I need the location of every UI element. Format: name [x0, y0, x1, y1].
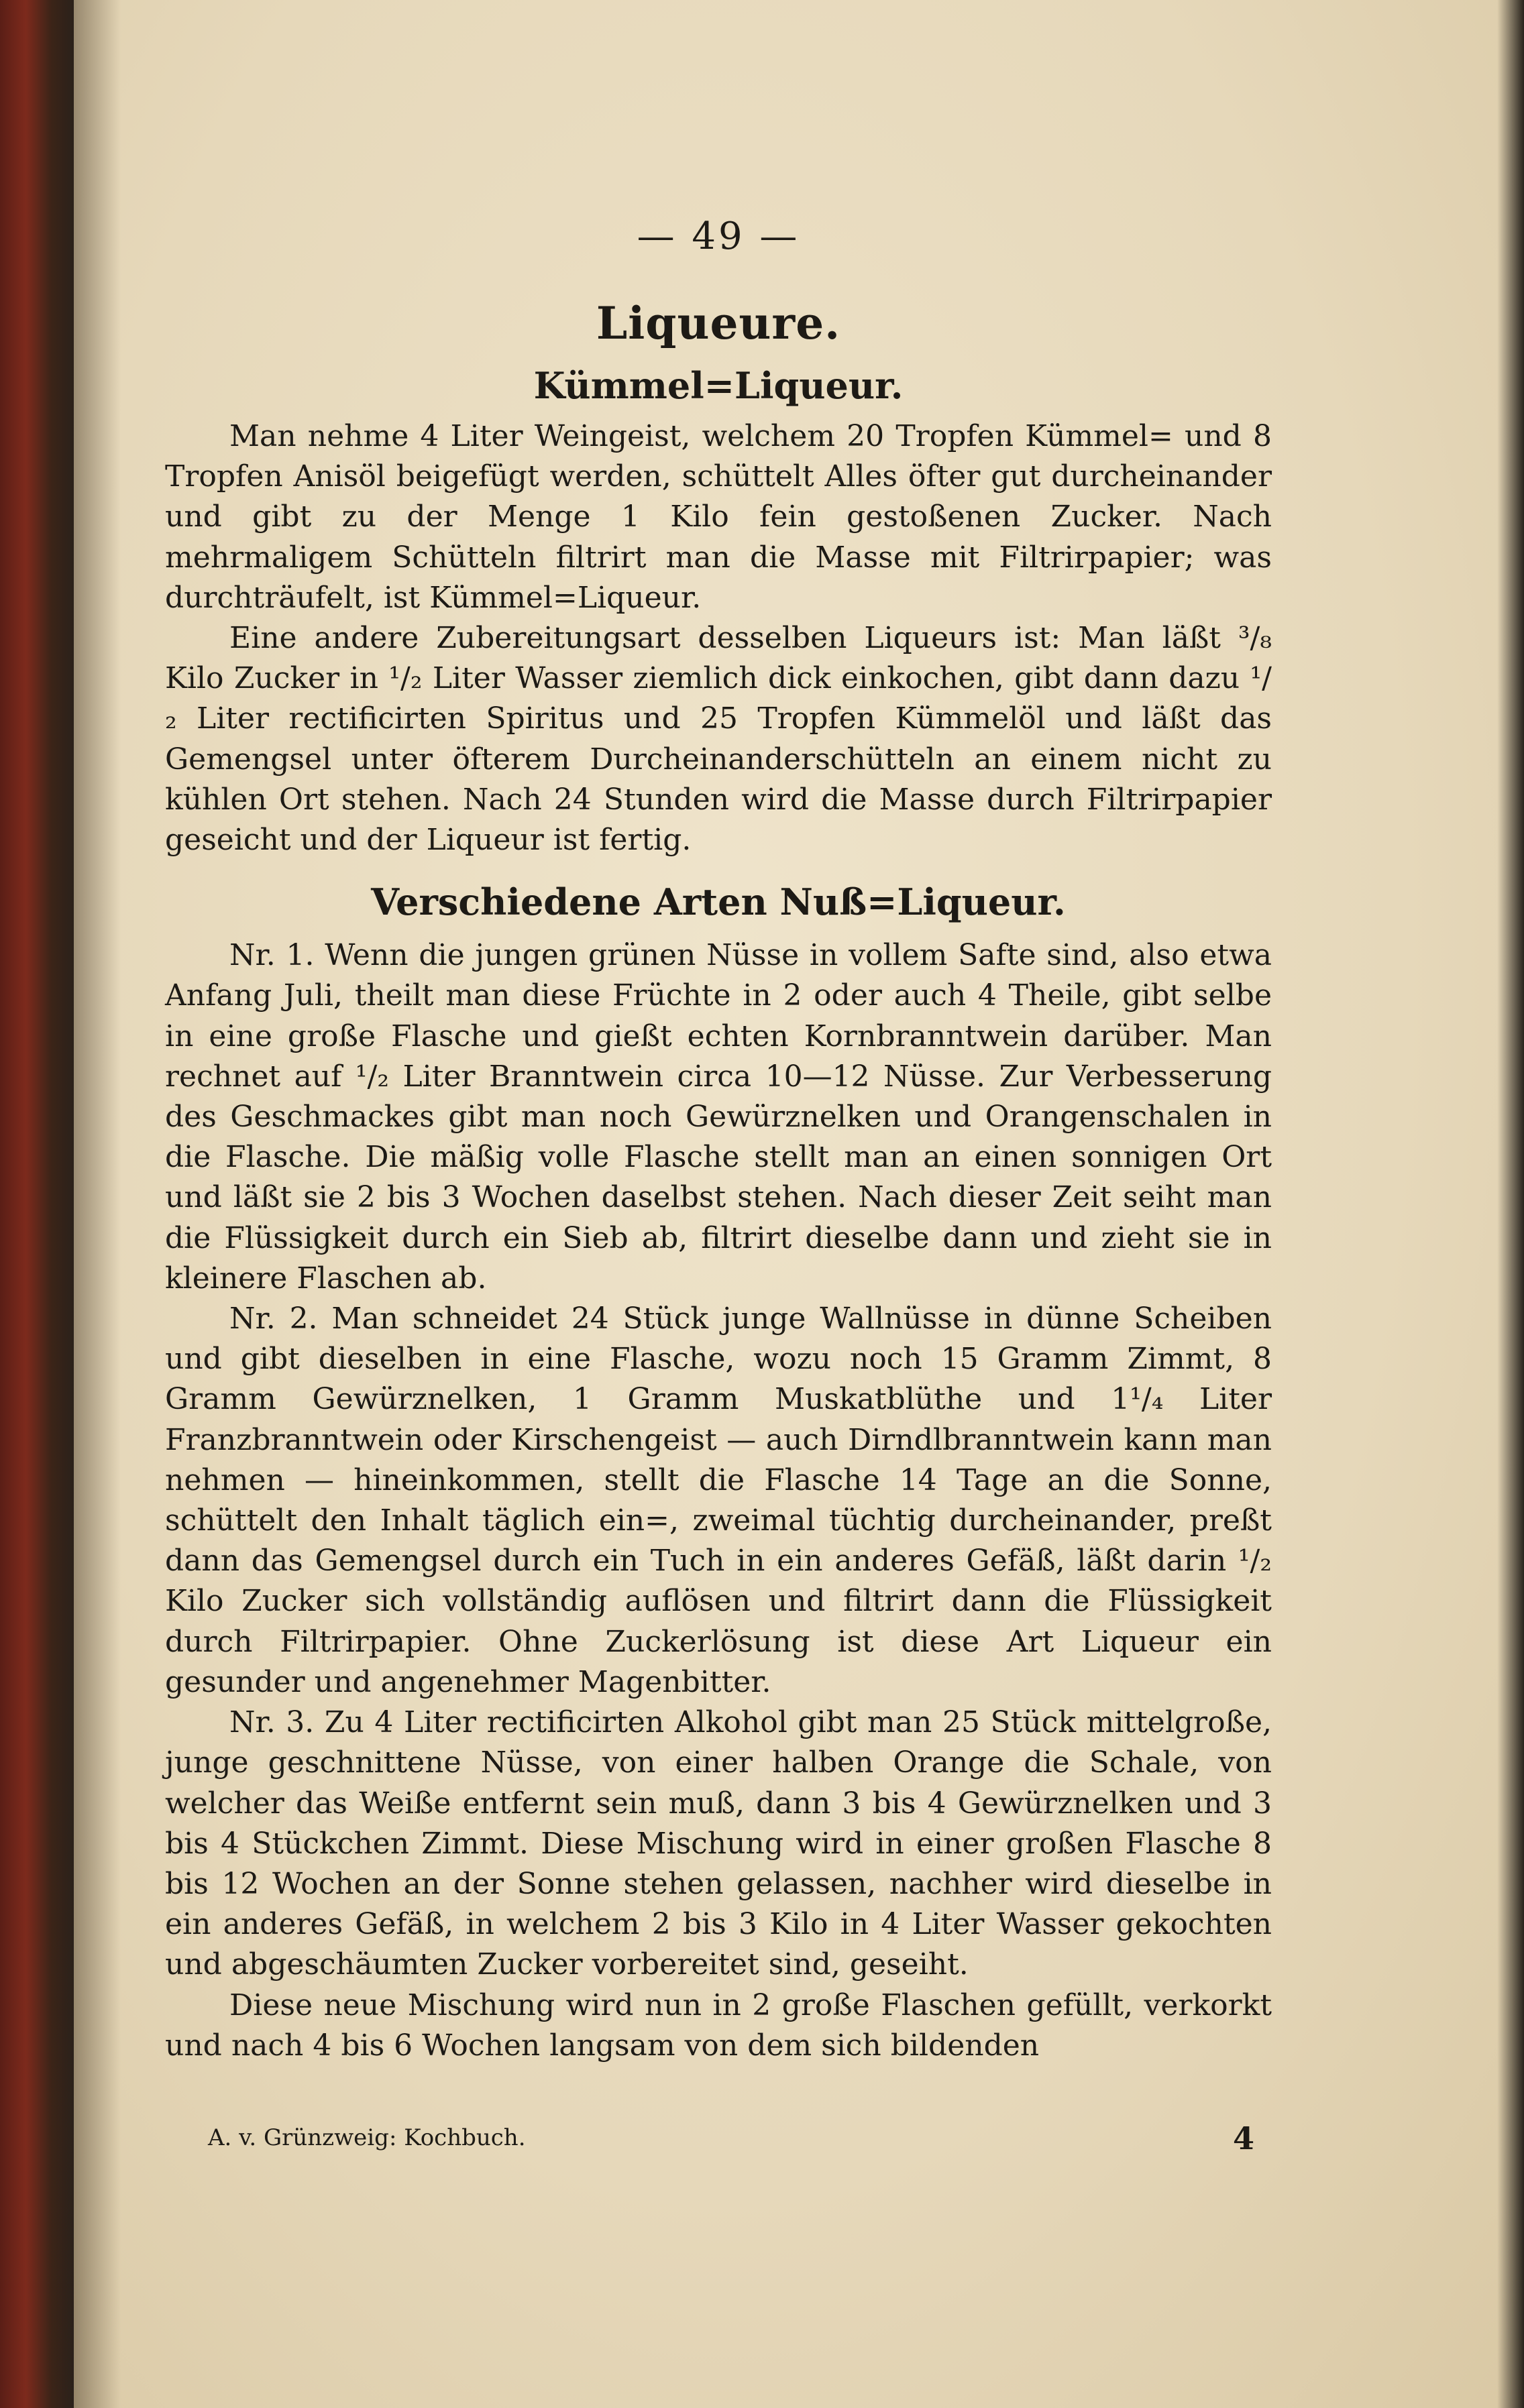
- recipe-paragraph-4: Diese neue Mischung wird nun in 2 große Flaschen gefüllt, verkorkt und nach 4 bis 6 Wochen langsam von dem sich bildenden: [165, 1988, 1272, 2063]
- paragraph: Eine andere Zubereitungsart desselben Liqueurs ist: Man läßt ³/₈ Kilo Zucker in ¹/₂ Liter Wasser ziemlich dick einkochen, gibt dann dazu ¹/₂ Liter rectificirten Spiritus und 25 Tropfen Kümmelöl und läßt das Gemengsel unter öfterem Durcheinanderschütteln an einem nicht zu kühlen Ort stehen. Nach 24 Stunden wird die Masse durch Filtrirpapier geseicht und der Liqueur ist fertig.: [165, 621, 1272, 858]
- page-footer: [208, 2120, 1254, 2158]
- spine-shadow: [74, 0, 121, 2408]
- section-heading-kuemmel: Kümmel=Liqueur.: [533, 364, 904, 407]
- recipe-paragraph-1: Nr. 1. Wenn die jungen grünen Nüsse in vollem Safte sind, also etwa Anfang Juli, theilt man diese Früchte in 2 oder auch 4 Theile, gibt selbe in eine große Flasche und gießt echten Kornbranntwein darüber. Man rechnet auf ¹/₂ Liter Branntwein circa 10—12 Nüsse. Zur Verbesserung des Geschmackes gibt man noch Gewürznelken und Orangenschalen in die Flasche. Die mäßig volle Flasche stellt man an einen sonnigen Ort und läßt sie 2 bis 3 Wochen daselbst stehen. Nach dieser Zeit seiht man die Flüssigkeit durch ein Sieb ab, filtrirt dieselbe dann und zieht sie in kleinere Flaschen ab.: [165, 938, 1272, 1296]
- section-heading-nuss: Verschiedene Arten Nuß=Liqueur.: [371, 880, 1066, 924]
- page-number: — 49 —: [637, 215, 800, 258]
- book-cover-edge: [0, 0, 74, 2408]
- chapter-title: Liqueure.: [596, 297, 841, 349]
- recipe-paragraph-3: Nr. 3. Zu 4 Liter rectificirten Alkohol gibt man 25 Stück mittelgroße, junge geschnittene Nüsse, von einer halben Orange die Schale, von welcher das Weiße entfernt sein muß, dann 3 bis 4 Gewürznelken und 3 bis 4 Stückchen Zimmt. Diese Mischung wird in einer großen Flasche 8 bis 12 Wochen an der Sonne stehen gelassen, nachher wird dieselbe in ein anderes Gefäß, in welchem 2 bis 3 Kilo in 4 Liter Wasser gekochten und abgeschäumten Zucker vorbereitet sind, geseiht.: [165, 1705, 1272, 1982]
- recipe-paragraph-2: Nr. 2. Man schneidet 24 Stück junge Wallnüsse in dünne Scheiben und gibt dieselben in eine Flasche, wozu noch 15 Gramm Zimmt, 8 Gramm Gewürznelken, 1 Gramm Muskatblüthe und 1¹/₄ Liter Franzbranntwein oder Kirschengeist — auch Dirndlbranntwein kann man nehmen — hineinkommen, stellt die Flasche 14 Tage an die Sonne, schüttelt den Inhalt täglich ein=, zweimal tüchtig durcheinander, preßt dann das Gemengsel durch ein Tuch in ein anderes Gefäß, läßt darin ¹/₂ Kilo Zucker sich vollständig auflösen und filtrirt dann die Flüssigkeit durch Filtrirpapier. Ohne Zuckerlösung ist diese Art Liqueur ein gesunder und angenehmer Magenbitter.: [165, 1302, 1272, 1699]
- text-block: [165, 215, 1272, 2066]
- page-edge-shadow: [1497, 0, 1524, 2408]
- paragraph: Man nehme 4 Liter Weingeist, welchem 20 Tropfen Kümmel= und 8 Tropfen Anisöl beigefügt werden, schüttelt Alles öfter gut durcheinander und gibt zu der Menge 1 Kilo fein gestoßenen Zucker. Nach mehrmaligem Schütteln filtrirt man die Masse mit Filtrirpapier; was durchträufelt, ist Kümmel=Liqueur.: [165, 419, 1272, 615]
- signature-mark: 4: [1232, 2120, 1254, 2157]
- imprint: A. v. Grünzweig: Kochbuch.: [208, 2124, 526, 2151]
